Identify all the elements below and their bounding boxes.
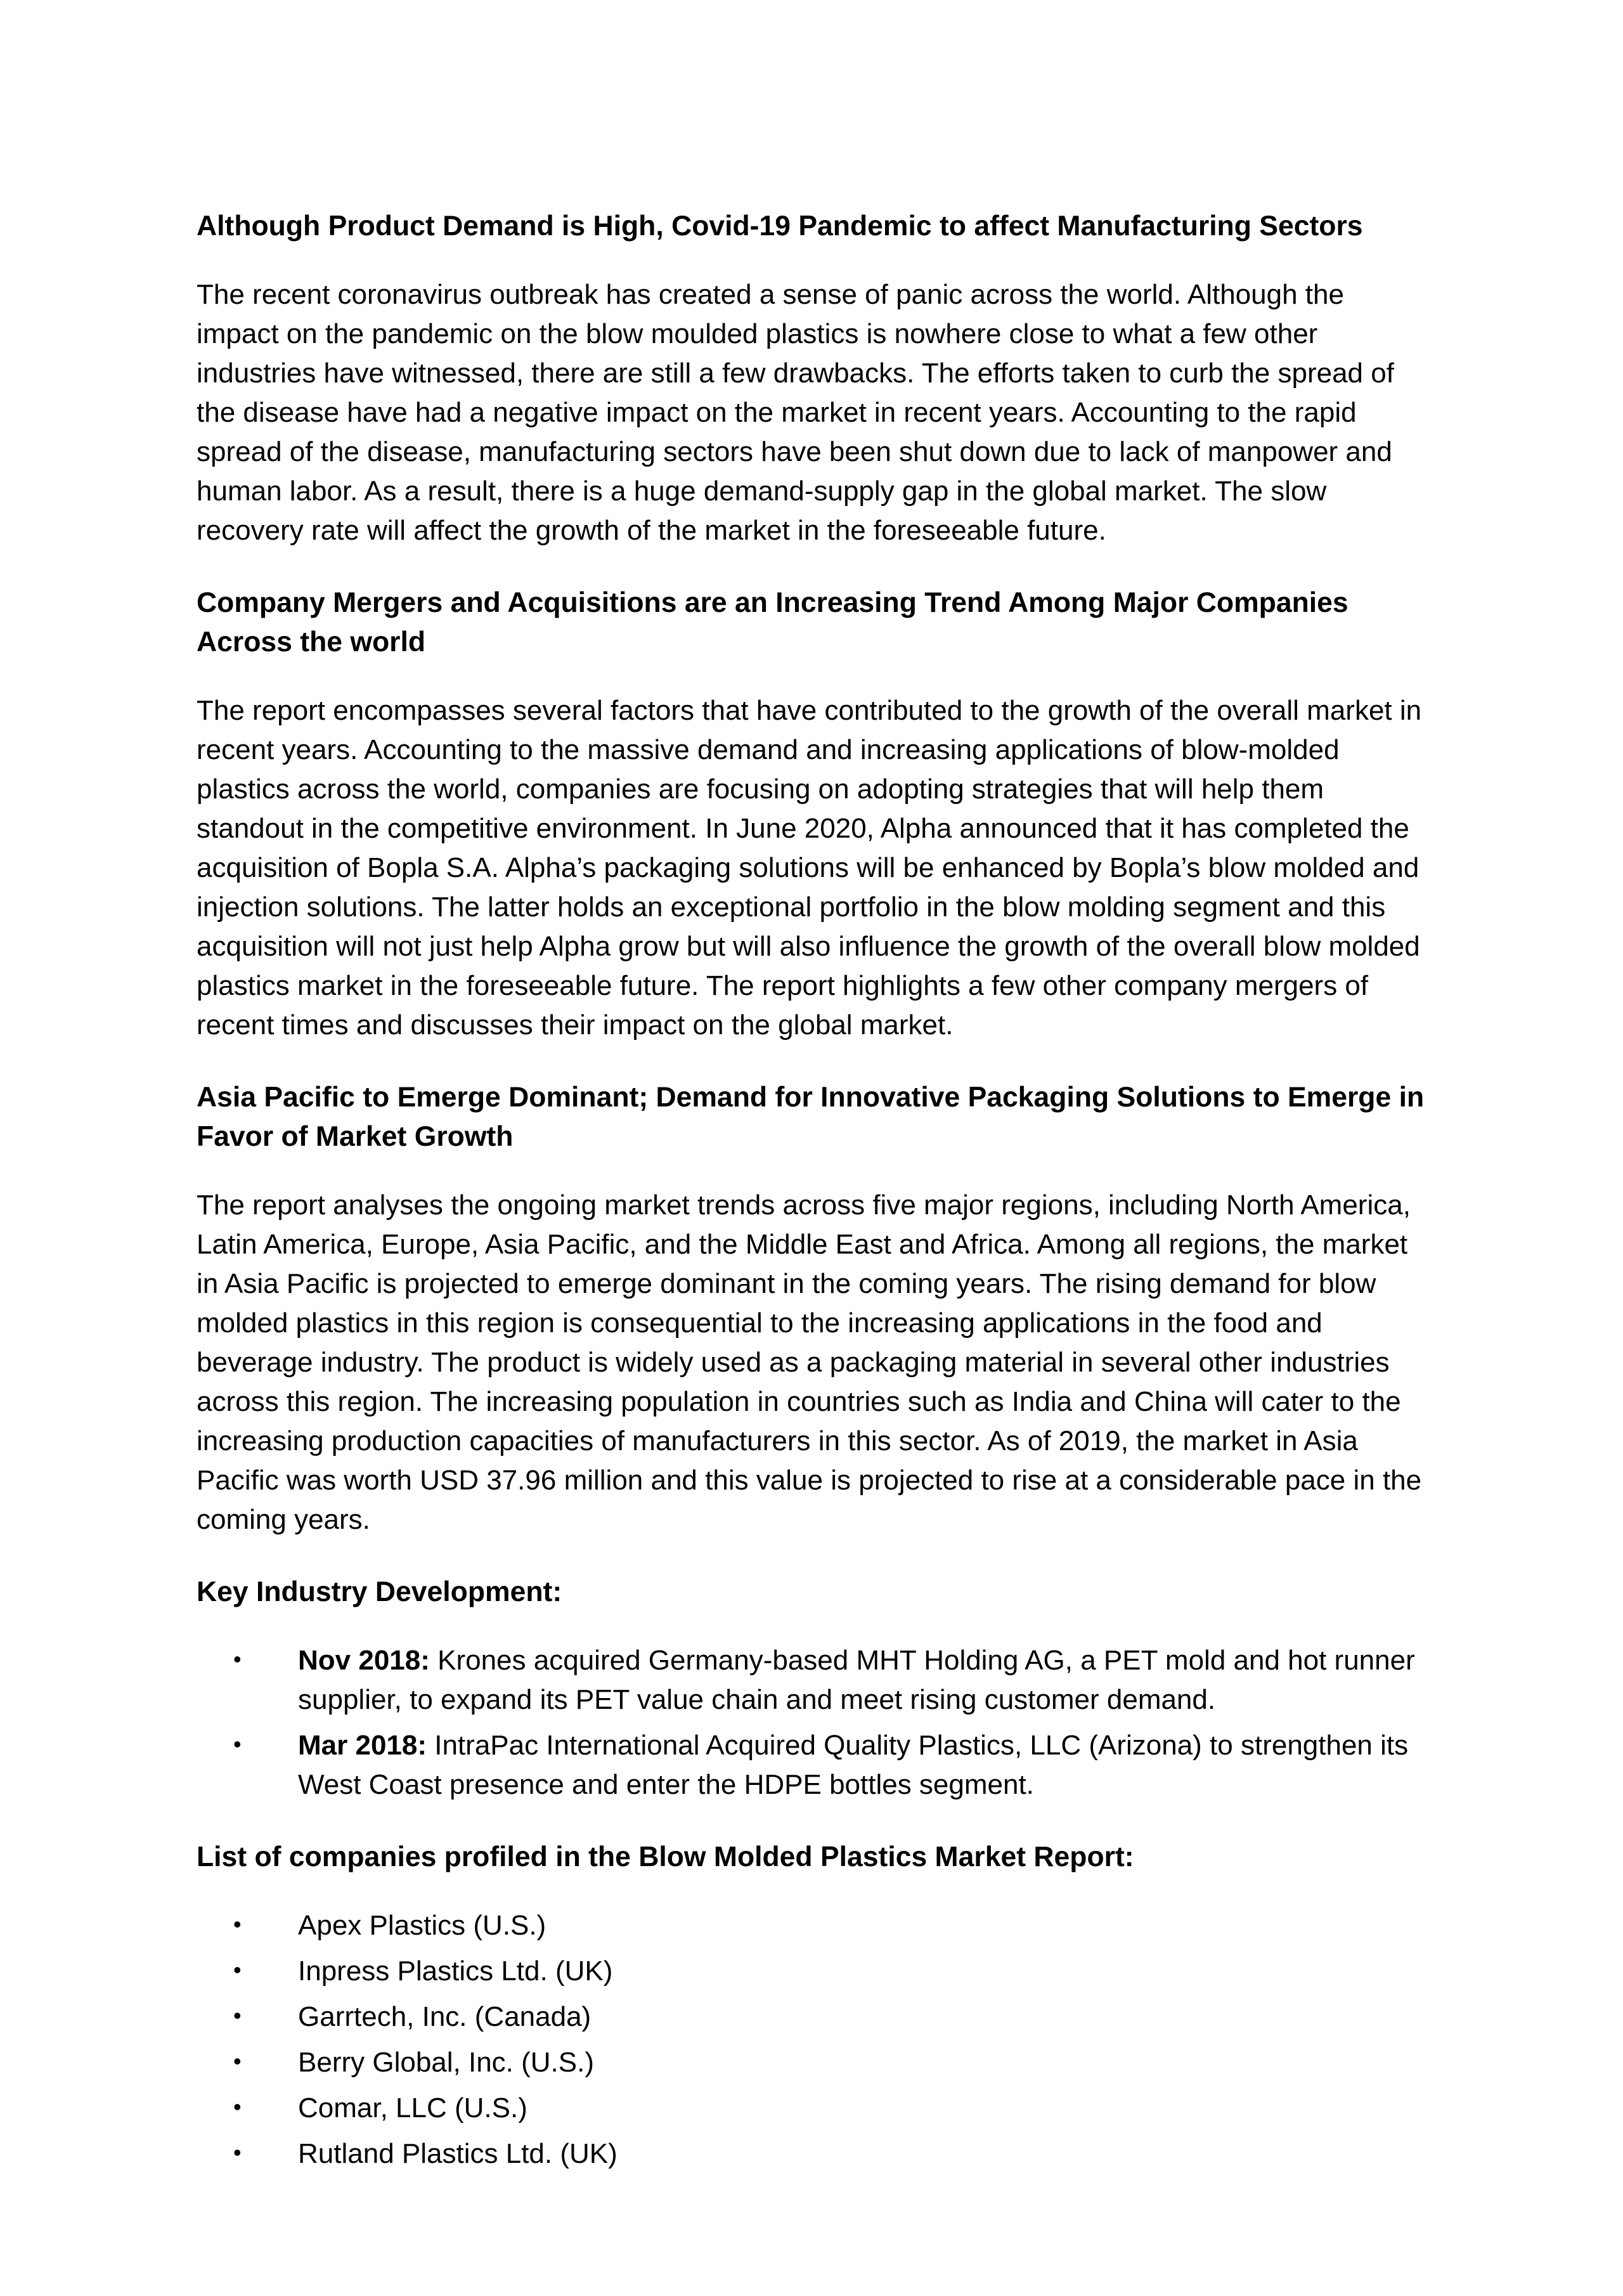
list-item-company [197,1997,1428,2037]
bullet-icon: • [233,2139,242,2165]
heading-key-industry-development: Key Industry Development: [197,1576,562,1607]
company-name: Comar, LLC (U.S.) [298,2092,527,2124]
paragraph-mergers-acquisitions: The report encompasses several factors that have contributed to the growth of the overall market in recent years. Accounting to the massive demand and increasing applications of blow-molded plastics across the world, companies are focusing on adopting strategies that will help them standout in the competitive environment. In June 2020, Alpha announced that it has completed the acquisition of Bopla S.A. Alpha’s packaging solutions will be enhanced by Bopla’s blow molded and injection solutions. The latter holds an exceptional portfolio in the blow molding segment and this acquisition will not just help Alpha grow but will also influence the growth of the overall blow molded plastics market in the foreseeable future. The report highlights a few other company mergers of recent times and discusses their impact on the global market. [197,695,1422,1041]
heading-mergers-acquisitions: Company Mergers and Acquisitions are an Increasing Trend Among Major Companies Across the world [197,587,1348,658]
paragraph-covid-impact: The recent coronavirus outbreak has created a sense of panic across the world. Although the impact on the pandemic on the blow moulded plastics is nowhere close to what a few other industries have witnessed, there are still a few drawbacks. The efforts taken to curb the spread of the disease have had a negative impact on the market in recent years. Accounting to the rapid spread of the disease, manufacturing sectors have been shut down due to lack of manpower and human labor. As a result, there is a huge demand-supply gap in the global market. The slow recovery rate will affect the growth of the market in the foreseeable future. [197,279,1394,546]
key-development-list [197,1641,1428,1805]
list-item-company [197,2089,1428,2128]
list-item-company [197,2134,1428,2174]
bullet-icon: • [233,1731,242,1757]
company-name: Rutland Plastics Ltd. (UK) [298,2138,618,2169]
heading-asia-pacific: Asia Pacific to Emerge Dominant; Demand for Innovative Packaging Solutions to Emerge in Favor of Market Growth [197,1082,1425,1152]
bullet-icon: • [233,1646,242,1672]
list-item-mar-2018 [197,1726,1428,1805]
companies-list [197,1906,1428,2174]
company-name: Garrtech, Inc. (Canada) [298,2001,592,2032]
development-date-label: Mar 2018: [298,1730,427,1761]
company-name: Inpress Plastics Ltd. (UK) [298,1955,613,1987]
list-item-nov-2018 [197,1641,1428,1720]
company-name: Berry Global, Inc. (U.S.) [298,2047,595,2078]
development-date-label: Nov 2018: [298,1645,430,1676]
heading-covid-impact: Although Product Demand is High, Covid-19 Pandemic to affect Manufacturing Sectors [197,211,1363,242]
development-text: Krones acquired Germany-based MHT Holding AG, a PET mold and hot runner supplier, to expand its PET value chain and meet rising customer demand. [298,1645,1415,1715]
bullet-icon: • [233,2002,242,2028]
paragraph-asia-pacific: The report analyses the ongoing market trends across five major regions, including North America, Latin America, Europe, Asia Pacific, and the Middle East and Africa. Among all regions, the market in Asia Pacific is projected to emerge dominant in the coming years. The rising demand for blow molded plastics in this region is consequential to the increasing applications in the food and beverage industry. The product is widely used as a packaging material in several other industries across this region. The increasing population in countries such as India and China will cater to the increasing production capacities of manufacturers in this sector. As of 2019, the market in Asia Pacific was worth USD 37.96 million and this value is projected to rise at a considerable pace in the coming years. [197,1190,1422,1535]
company-name: Apex Plastics (U.S.) [298,1910,546,1941]
list-item-company [197,2043,1428,2082]
bullet-icon: • [233,1911,242,1937]
heading-company-list: List of companies profiled in the Blow Molded Plastics Market Report: [197,1841,1134,1872]
list-item-company [197,1952,1428,1991]
list-item-company [197,1906,1428,1945]
bullet-icon: • [233,2048,242,2074]
development-text: IntraPac International Acquired Quality Plastics, LLC (Arizona) to strengthen its West Coast presence and enter the HDPE bottles segment. [298,1730,1409,1800]
bullet-icon: • [233,1957,242,1983]
bullet-icon: • [233,2094,242,2120]
